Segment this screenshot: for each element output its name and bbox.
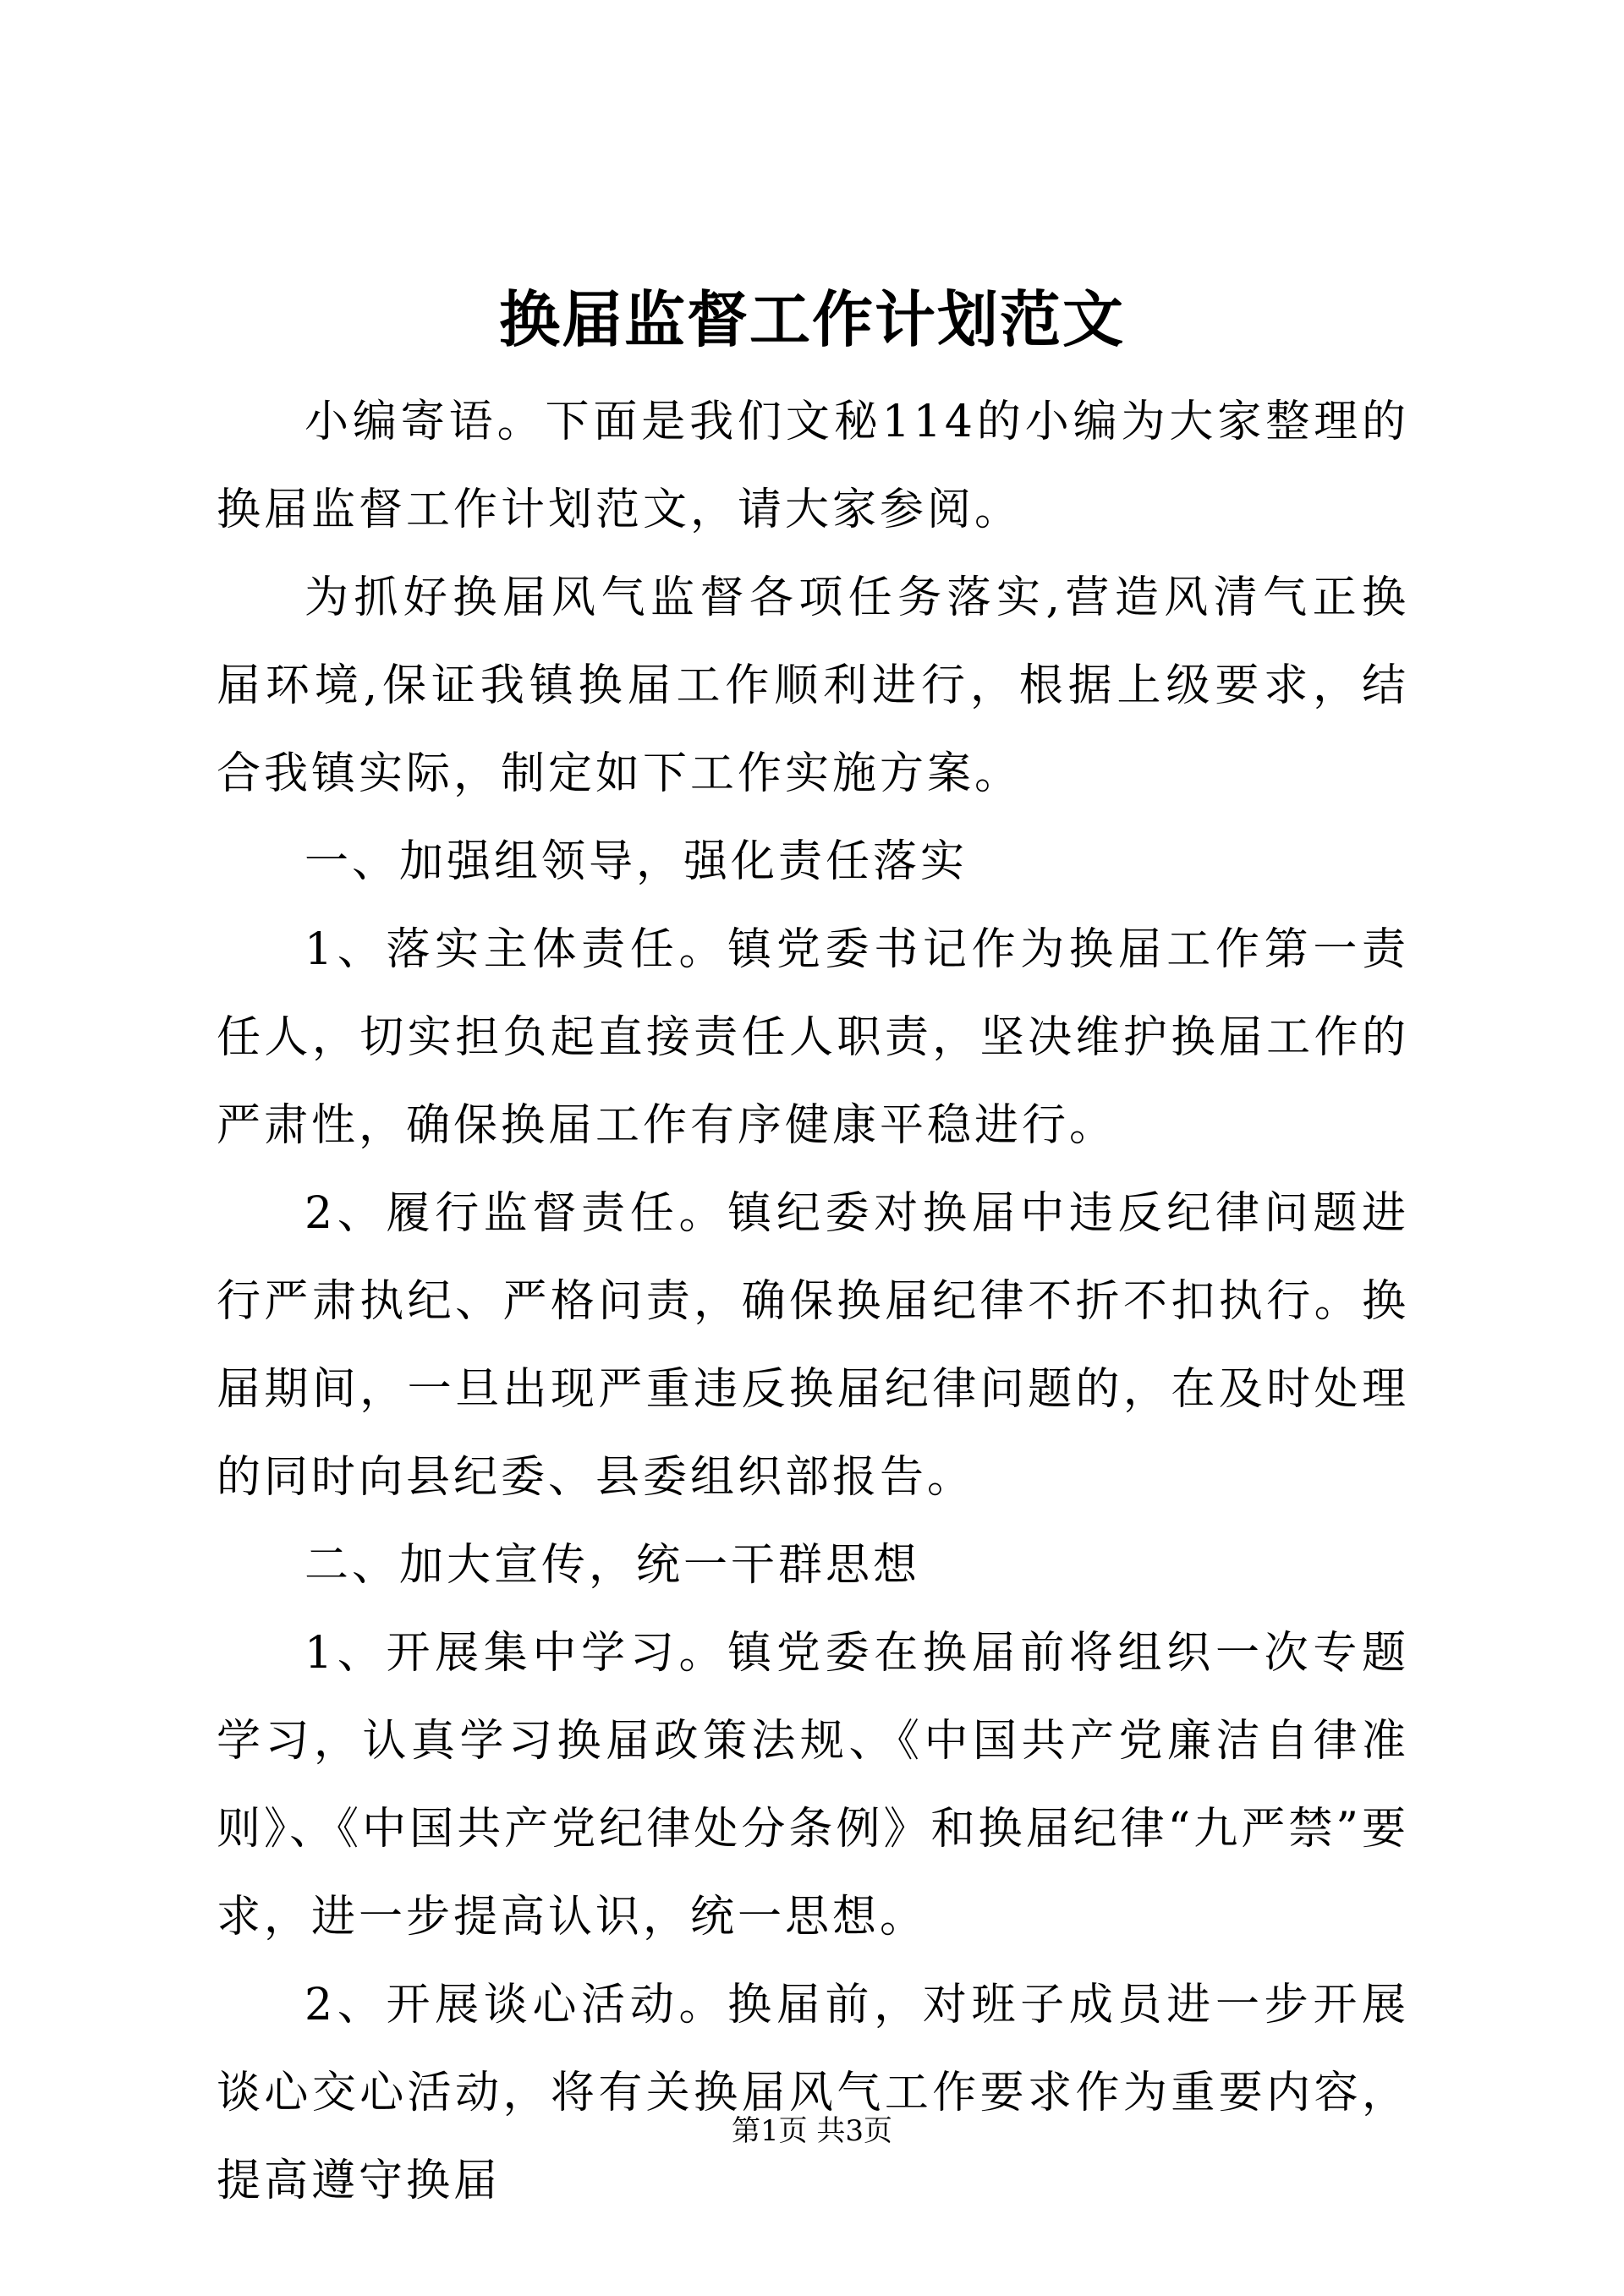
document-body (217, 378, 1409, 2225)
section-heading-2: 二、加大宣传，统一干群思想 (304, 1540, 921, 1591)
page-number-footer: 第1页 共3页 (731, 2114, 893, 2148)
paragraph-2-2: 2、开展谈心活动。换届前，对班子成员进一步开展谈心交心活动，将有关换届风气工作要求作为重要内容，提高遵守换届 (217, 1980, 1409, 2206)
document-title: 换届监督工作计划范文 (498, 283, 1125, 355)
paragraph-1-2: 2、履行监督责任。镇纪委对换届中违反纪律问题进行严肃执纪、严格问责，确保换届纪律不折不扣执行。换届期间，一旦出现严重违反换届纪律问题的，在及时处理的同时向县纪委、县委组织部报告。 (217, 1188, 1409, 1503)
paragraph-1-1: 1、落实主体责任。镇党委书记作为换届工作第一责任人，切实担负起直接责任人职责，坚决维护换届工作的严肃性，确保换届工作有序健康平稳进行。 (217, 924, 1409, 1151)
paragraph-purpose: 为抓好换届风气监督各项任务落实,营造风清气正换届环境,保证我镇换届工作顺利进行，根据上级要求，结合我镇实际，制定如下工作实施方案。 (217, 573, 1409, 799)
paragraph-2-1: 1、开展集中学习。镇党委在换届前将组织一次专题学习，认真学习换届政策法规、《中国共产党廉洁自律准则》、《中国共产党纪律处分条例》和换届纪律“九严禁”要求，进一步提高认识，统一思想。 (217, 1628, 1409, 1943)
section-heading-1: 一、加强组领导，强化责任落实 (304, 836, 968, 887)
paragraph-intro: 小编寄语。下面是我们文秘114的小编为大家整理的换届监督工作计划范文，请大家参阅。 (217, 397, 1409, 535)
